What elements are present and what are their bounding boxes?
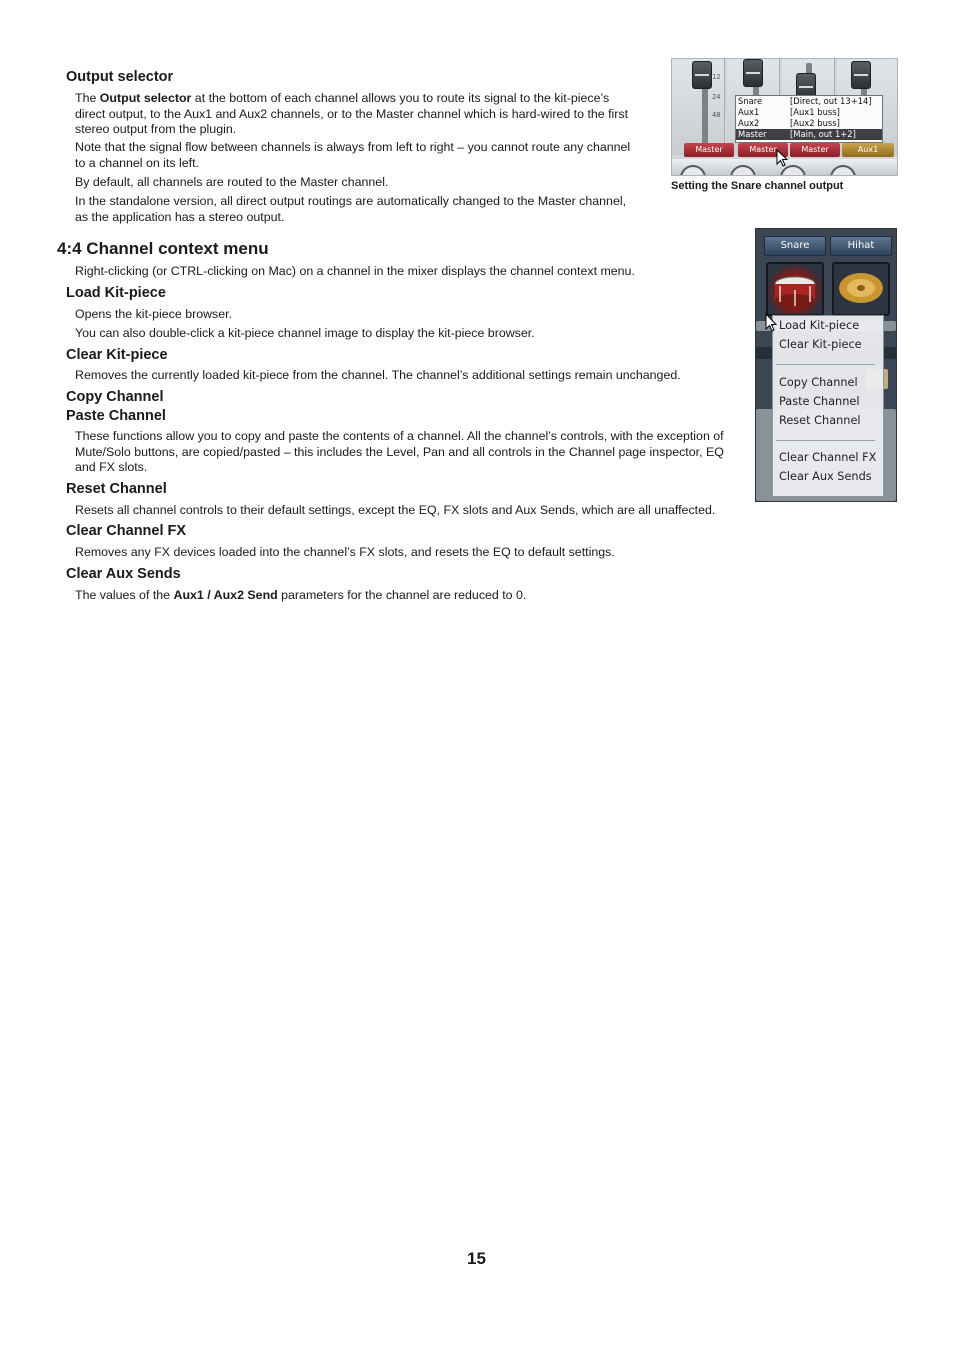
menu-item-copy-channel[interactable]: Copy Channel xyxy=(779,376,858,389)
context-menu-intro: Right-clicking (or CTRL-clicking on Mac) on a channel in the mixer displays the channel context menu. xyxy=(75,264,635,278)
text: and FX slots. xyxy=(75,460,148,474)
menu-item-reset-channel[interactable]: Reset Channel xyxy=(779,414,861,427)
fader-handle[interactable] xyxy=(851,61,871,89)
page-number: 15 xyxy=(467,1249,486,1268)
text: In the standalone version, all direct output routings are automatically changed to the Master channel, xyxy=(75,194,627,208)
output-selector-paragraph-4 xyxy=(75,194,660,225)
popup-row-route: [Aux2 buss] xyxy=(790,118,840,128)
text: These functions allow you to copy and paste the contents of a channel. All the channel’s controls, with the exception of xyxy=(75,429,724,443)
popup-row[interactable] xyxy=(736,107,882,118)
menu-separator xyxy=(776,364,875,365)
text: as the application has a stereo output. xyxy=(75,209,285,224)
menu-item-clear-aux-sends[interactable]: Clear Aux Sends xyxy=(779,470,872,483)
mouse-pointer-icon xyxy=(776,149,790,169)
mouse-pointer-icon xyxy=(765,313,779,335)
channel-tab-hihat[interactable]: Hihat xyxy=(830,236,892,256)
text: Note that the signal flow between channels is always from left to right – you cannot route any channel xyxy=(75,140,631,154)
text: parameters for the channel are reduced to 0. xyxy=(277,588,527,602)
fader-handle[interactable] xyxy=(743,59,763,87)
output-routing-popup[interactable] xyxy=(735,95,883,143)
clear-channel-fx-paragraph: Removes any FX devices loaded into the channel’s FX slots, and resets the EQ to default settings. xyxy=(75,545,615,559)
popup-row-name: Snare xyxy=(738,96,763,106)
load-kit-piece-paragraph-2: You can also double-click a kit-piece channel image to display the kit-piece browser. xyxy=(75,326,535,340)
output-selector-button[interactable]: Master xyxy=(738,143,788,157)
popup-row-name: Master xyxy=(738,129,767,139)
hihat-image[interactable] xyxy=(832,262,890,316)
menu-item-clear-channel-fx[interactable]: Clear Channel FX xyxy=(779,451,877,464)
output-selector-paragraph-1 xyxy=(75,91,660,138)
text: to a channel on its left. xyxy=(75,155,199,170)
popup-row[interactable] xyxy=(736,118,882,129)
figure-output-selector-screenshot xyxy=(671,58,898,176)
popup-row-route: [Main, out 1+2] xyxy=(790,129,856,139)
channel-context-menu[interactable] xyxy=(772,315,884,497)
menu-item-paste-channel[interactable]: Paste Channel xyxy=(779,395,860,408)
channel-tab-snare[interactable]: Snare xyxy=(764,236,826,256)
heading-output-selector: Output selector xyxy=(66,69,174,85)
heading-clear-channel-fx: Clear Channel FX xyxy=(66,523,187,539)
popup-row[interactable] xyxy=(736,96,882,107)
output-selector-paragraph-3: By default, all channels are routed to the Master channel. xyxy=(75,175,389,189)
snare-drum-image[interactable] xyxy=(766,262,824,316)
popup-row-selected[interactable] xyxy=(736,129,882,140)
popup-row-name: Aux2 xyxy=(738,118,760,128)
output-selector-button[interactable]: Master xyxy=(684,143,734,157)
heading-copy-channel: Copy Channel xyxy=(66,389,164,405)
heading-load-kit-piece: Load Kit-piece xyxy=(66,285,166,301)
heading-clear-kit-piece: Clear Kit-piece xyxy=(66,347,168,363)
text: The xyxy=(75,91,100,105)
mixer-strip: 12 24 48 xyxy=(672,59,725,155)
bold-term-aux-send: Aux1 / Aux2 Send xyxy=(173,588,278,602)
heading-reset-channel: Reset Channel xyxy=(66,481,167,497)
fader-handle[interactable] xyxy=(692,61,712,89)
output-selector-button[interactable]: Aux1 xyxy=(842,143,894,157)
clear-kit-piece-paragraph: Removes the currently loaded kit-piece from the channel. The channel’s additional settings remain unchanged. xyxy=(75,368,681,382)
popup-row-name: Aux1 xyxy=(738,107,760,117)
menu-item-clear-kit-piece[interactable]: Clear Kit-piece xyxy=(779,338,862,351)
heading-channel-context-menu: 4:4 Channel context menu xyxy=(57,239,269,258)
popup-row-route: [Aux1 buss] xyxy=(790,107,840,117)
reset-channel-paragraph: Resets all channel controls to their default settings, except the EQ, FX slots and Aux Sends, which are all unaffected. xyxy=(75,503,716,517)
figure-caption: Setting the Snare channel output xyxy=(671,180,844,192)
heading-paste-channel: Paste Channel xyxy=(66,408,166,424)
output-selector-button[interactable]: Master xyxy=(790,143,840,157)
heading-clear-aux-sends: Clear Aux Sends xyxy=(66,566,181,582)
load-kit-piece-paragraph-1: Opens the kit-piece browser. xyxy=(75,307,233,321)
text: The values of the xyxy=(75,588,174,602)
clear-aux-sends-paragraph xyxy=(75,588,526,604)
copy-paste-paragraph xyxy=(75,429,755,476)
text: Mute/Solo buttons, are copied/pasted – this includes the Level, Pan and all controls in the Channel page inspector, EQ xyxy=(75,444,724,459)
menu-separator xyxy=(776,440,875,441)
menu-item-load-kit-piece[interactable]: Load Kit-piece xyxy=(779,319,860,332)
bold-term-output-selector: Output selector xyxy=(99,91,192,105)
snare-drum-icon xyxy=(768,264,822,314)
figure-context-menu-screenshot xyxy=(755,228,897,502)
text: stereo output from the plugin. xyxy=(75,122,237,136)
text: direct output, to the Aux1 and Aux2 channels, or to the Master channel which is hard-wired to the first xyxy=(75,106,629,121)
popup-row-route: [Direct, out 13+14] xyxy=(790,96,872,106)
output-selector-paragraph-2 xyxy=(75,140,660,171)
text: at the bottom of each channel allows you to route its signal to the kit-piece’s xyxy=(191,91,610,105)
cymbal-icon xyxy=(834,264,888,314)
